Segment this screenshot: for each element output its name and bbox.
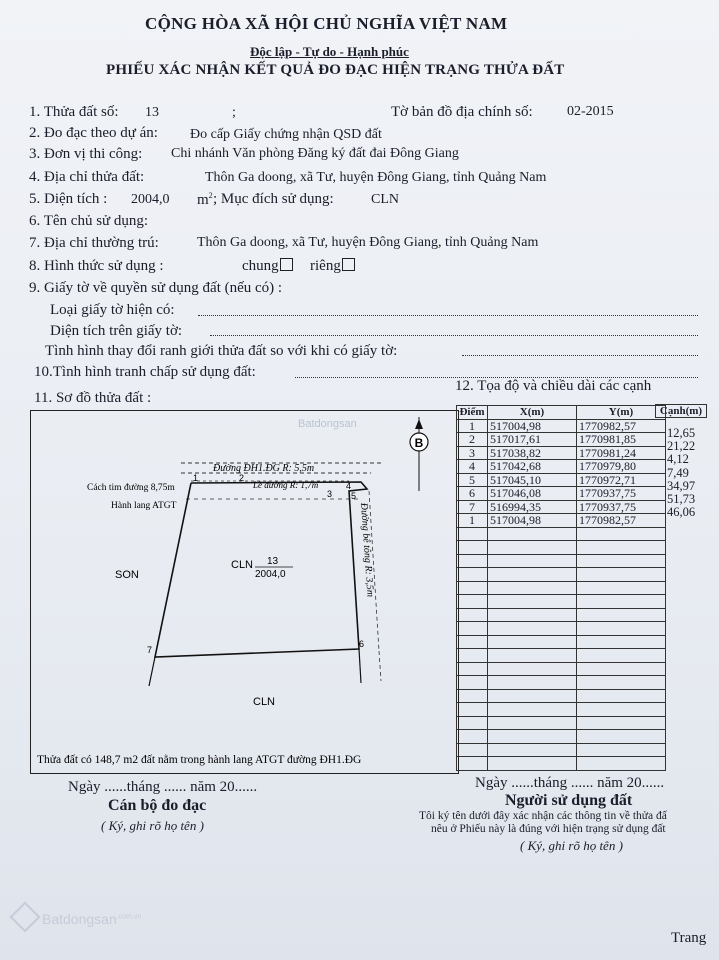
point-cell: 2 [457,433,488,447]
document-title: PHIẾU XÁC NHẬN KẾT QUẢ ĐO ĐẠC HIỆN TRẠNG THỬA ĐẤT [106,62,565,78]
x-cell: 517045,10 [488,473,577,487]
point-cell: 4 [457,460,488,474]
table-row [457,595,666,609]
purpose-value: CLN [371,192,399,207]
corridor-label: Hành lang ATGT [111,501,177,511]
x-cell [488,662,577,676]
x-cell: 517046,08 [488,487,577,501]
col-point-header: Điểm [457,406,488,420]
checkbox-private-box[interactable] [342,258,355,271]
center-distance-label: Cách tim đường 8,75m [87,483,175,493]
x-cell: 517042,68 [488,460,577,474]
table-row [457,460,666,474]
table-row [457,581,666,595]
point-label-4: 4 [346,481,352,491]
point-cell [457,730,488,744]
table-row [457,514,666,528]
dotted-line [210,334,698,336]
table-row [457,527,666,541]
point-label-6: 6 [359,639,365,649]
area-unit: $m^2$ [197,191,213,208]
x-cell [488,608,577,622]
field-7-label: 7. Địa chỉ thường trú: [29,235,159,251]
table-row [457,703,666,717]
watermark-logo-icon [9,901,40,932]
neighbor-boundary [149,657,155,686]
country-heading: CỘNG HÒA XÃ HỘI CHỦ NGHĨA VIỆT NAM [145,14,508,33]
edge-length: 34,97 [667,478,696,493]
x-cell: 517004,98 [488,514,577,528]
edge-length: 4,12 [667,452,689,467]
point-cell [457,635,488,649]
field-9b-label: Diện tích trên giấy tờ: [50,323,183,339]
parcel-area-label: 2004,0 [255,569,286,580]
point-cell [457,743,488,757]
point-label-1: 1 [193,473,199,483]
parcel-sketch [30,410,459,774]
table-row [457,635,666,649]
point-cell [457,703,488,717]
point-cell [457,716,488,730]
edge-length: 7,49 [667,465,689,480]
table-row [457,541,666,555]
checkbox-private[interactable]: riêng [310,258,355,275]
table-row [457,716,666,730]
contractor-value: Chi nhánh Văn phòng Đăng ký đất đai Đông Giang [171,146,459,161]
table-row [457,433,666,447]
parcel-sketch-svg [31,411,458,773]
land-user-note: ( Ký, ghi rõ họ tên ) [520,838,623,853]
field-9a-label: Loại giấy tờ hiện có: [50,302,175,318]
land-user-title: Người sử dụng đất [505,792,633,809]
point-cell: 1 [457,514,488,528]
table-row [457,689,666,703]
col-edge-header: Cạnh(m) [655,404,707,418]
x-cell [488,689,577,703]
field-11-label: 11. Sơ đồ thửa đất : [34,390,152,406]
concrete-road-line [379,651,381,681]
table-header-row [457,406,666,420]
y-cell [577,608,666,622]
checkbox-shared[interactable]: chung [242,258,293,275]
land-user-desc-2: nêu ở Phiếu này là đúng với hiện trạng sử dụng đất [431,823,666,835]
coordinates-table [456,405,666,771]
x-cell [488,730,577,744]
x-cell: 516994,35 [488,500,577,514]
point-cell [457,622,488,636]
purpose-label: ; Mục đích sử dụng: [213,191,334,207]
y-cell: 1770937,75 [577,487,666,501]
point-cell [457,676,488,690]
x-cell [488,595,577,609]
y-cell [577,554,666,568]
project-value: Đo cấp Giấy chứng nhận QSD đất [190,127,382,142]
table-row [457,500,666,514]
x-cell [488,649,577,663]
y-cell [577,743,666,757]
x-cell [488,554,577,568]
table-row [457,676,666,690]
parcel-number: 13 [145,105,159,120]
edge-length: 46,06 [667,505,696,520]
y-cell: 1770982,57 [577,514,666,528]
area-value: 2004,0 [131,192,170,207]
y-cell: 1770981,24 [577,446,666,460]
y-cell [577,635,666,649]
residence-address: Thôn Ga doong, xã Tư, huyện Đông Giang, tỉnh Quảng Nam [197,235,539,250]
edge-length: 12,65 [667,426,696,440]
field-6-label: 6. Tên chủ sử dụng: [29,213,149,229]
edge-length: 21,22 [667,439,696,454]
dotted-line [198,314,698,316]
x-cell [488,635,577,649]
table-row [457,730,666,744]
table-row [457,608,666,622]
table-row [457,568,666,582]
x-cell [488,703,577,717]
x-cell [488,743,577,757]
field-12-label: 12. Tọa độ và chiều dài các cạnh [455,378,652,394]
point-cell [457,568,488,582]
table-row [457,554,666,568]
page-label: Trang [671,930,707,946]
table-row [457,419,666,433]
col-x-header: X(m) [488,406,577,420]
point-cell: 1 [457,419,488,433]
x-cell: 517004,98 [488,419,577,433]
y-cell [577,662,666,676]
map-sheet-label: Tờ bản đồ địa chính số: [391,104,533,120]
point-label-3: 3 [327,489,333,499]
y-cell [577,581,666,595]
parcel-number-label: 13 [267,556,279,567]
surveyor-note: ( Ký, ghi rõ họ tên ) [101,818,204,833]
point-cell: 3 [457,446,488,460]
west-neighbor-label: SON [115,569,139,581]
x-cell [488,581,577,595]
y-cell: 1770979,80 [577,460,666,474]
y-cell [577,622,666,636]
right-date: Ngày ......tháng ...... năm 20...... [475,775,665,791]
parcel-use-label: CLN [231,559,254,571]
point-cell [457,649,488,663]
edge-length: 51,73 [667,492,696,506]
point-cell: 6 [457,487,488,501]
field-5-label: 5. Diện tích : [29,191,108,207]
table-row [457,446,666,460]
y-cell [577,568,666,582]
x-cell [488,757,577,771]
point-cell [457,689,488,703]
y-cell [577,595,666,609]
table-row [457,473,666,487]
table-row [457,487,666,501]
coordinates-body [457,419,666,770]
field-9c-label: Tình hình thay đổi ranh giới thửa đất so với khi có giấy tờ: [45,343,398,359]
field-8-label: 8. Hình thức sử dụng : [29,258,164,274]
neighbor-boundary [359,649,361,683]
y-cell [577,757,666,771]
point-label-5: 5 [351,491,357,501]
point-cell: 7 [457,500,488,514]
point-cell [457,527,488,541]
point-cell: 5 [457,473,488,487]
point-cell [457,554,488,568]
y-cell: 1770937,75 [577,500,666,514]
dotted-line [462,354,698,356]
y-cell [577,527,666,541]
x-cell [488,622,577,636]
sidewalk-label: Lề đường R: 1,7m [253,480,319,490]
field-4-label: 4. Địa chỉ thửa đất: [29,169,145,185]
field-9-label: 9. Giấy tờ về quyền sử dụng đất (nếu có) : [29,280,283,296]
y-cell [577,703,666,717]
y-cell [577,689,666,703]
land-user-desc-1: Tôi ký tên dưới đây xác nhận các thông tin về thửa đấ [419,810,667,822]
surveyor-title: Cán bộ đo đạc [108,797,207,814]
col-y-header: Y(m) [577,406,666,420]
y-cell [577,541,666,555]
field-10-label: 10.Tình hình tranh chấp sử dụng đất: [34,364,256,380]
x-cell [488,676,577,690]
y-cell: 1770981,85 [577,433,666,447]
y-cell [577,730,666,744]
checkbox-shared-box[interactable] [280,258,293,271]
field-1-label: 1. Thửa đất số: [29,104,119,120]
north-label: B [414,436,424,450]
table-row [457,757,666,771]
corridor-note: Thửa đất có 148,7 m2 đất nằm trong hành lang ATGT đường ĐH1.ĐG [37,754,362,766]
road-label: Đường ĐH1.ĐG R: 5,5m [213,463,315,474]
south-neighbor-label: CLN [253,696,276,708]
motto: Độc lập - Tự do - Hạnh phúc [250,44,409,59]
point-cell [457,541,488,555]
y-cell [577,716,666,730]
table-row [457,743,666,757]
table-row [457,662,666,676]
watermark-diagram: Batdongsan [298,418,357,430]
parcel-address: Thôn Ga doong, xã Tư, huyện Đông Giang, tỉnh Quảng Nam [205,170,547,185]
point-label-2: 2 [239,473,245,483]
y-cell: 1770972,71 [577,473,666,487]
y-cell: 1770982,57 [577,419,666,433]
watermark-brand: Batdongsan$^{.com.vn}$ [14,906,141,928]
north-arrow-head [415,419,423,429]
x-cell: 517038,82 [488,446,577,460]
point-cell [457,608,488,622]
point-cell [457,581,488,595]
point-label-7: 7 [147,645,153,655]
x-cell [488,716,577,730]
x-cell [488,541,577,555]
map-sheet-number: 02-2015 [567,104,614,119]
point-cell [457,595,488,609]
x-cell [488,568,577,582]
x-cell [488,527,577,541]
point-cell [457,662,488,676]
point-cell [457,757,488,771]
left-date: Ngày ......tháng ...... năm 20...... [68,779,258,795]
table-row [457,649,666,663]
y-cell [577,649,666,663]
x-cell: 517017,61 [488,433,577,447]
field-2-label: 2. Đo đạc theo dự án: [29,125,158,141]
field-3-label: 3. Đơn vị thi công: [29,146,143,162]
y-cell [577,676,666,690]
concrete-road-label: Đường bê tông R: 3,5m [358,502,376,598]
field-1-separator: ; [232,105,236,120]
table-row [457,622,666,636]
